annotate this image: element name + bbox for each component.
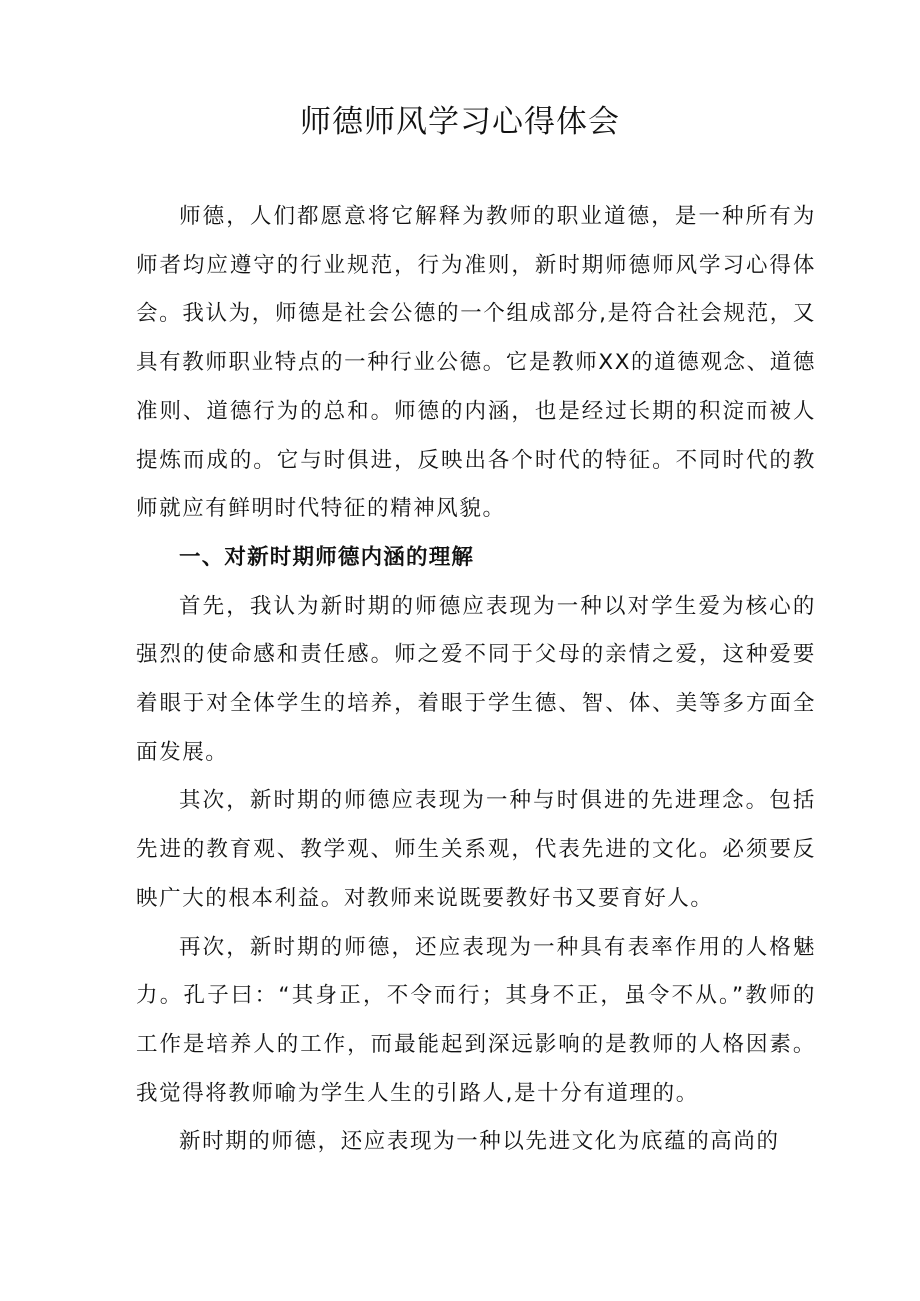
paragraph-intro: 师德，人们都愿意将它解释为教师的职业道德，是一种所有为师者均应遵守的行业规范，行为准则，新时期师德师风学习心得体会。我认为，师德是社会公德的一个组成部分,是符合社会规范，又具有教师职业特点的一种行业公德。它是教师XX的道德观念、道德准则、道德行为的总和。师德的内涵，也是经过长期的积淀而被人提炼而成的。它与时俱进，反映出各个时代的特征。不同时代的教师就应有鲜明时代特征的精神风貌。 <box>136 204 816 522</box>
paragraph-fourth: 新时期的师德，还应表现为一种以先进文化为底蕴的高尚的 <box>179 1129 780 1155</box>
document-title: 师德师风学习心得体会 <box>300 104 620 140</box>
document-body <box>136 193 816 1167</box>
paragraph-first: 首先，我认为新时期的师德应表现为一种以对学生爱为核心的强烈的使命感和责任感。师之爱不同于父母的亲情之爱，这种爱要着眼于对全体学生的培养，着眼于学生德、智、体、美等多方面全面发展。 <box>136 593 816 765</box>
paragraph-third: 再次，新时期的师德，还应表现为一种具有表率作用的人格魅力。孔子曰：“其身正，不令而行；其身不正，虽令不从。”教师的工作是培养人的工作，而最能起到深远影响的是教师的人格因素。我觉得将教师喻为学生人生的引路人,是十分有道理的。 <box>136 934 816 1106</box>
paragraph-second: 其次，新时期的师德应表现为一种与时俱进的先进理念。包括先进的教育观、教学观、师生关系观，代表先进的文化。必须要反映广大的根本利益。对教师来说既要教好书又要育好人。 <box>136 788 816 911</box>
section-heading: 一、对新时期师德内涵的理解 <box>179 544 475 570</box>
